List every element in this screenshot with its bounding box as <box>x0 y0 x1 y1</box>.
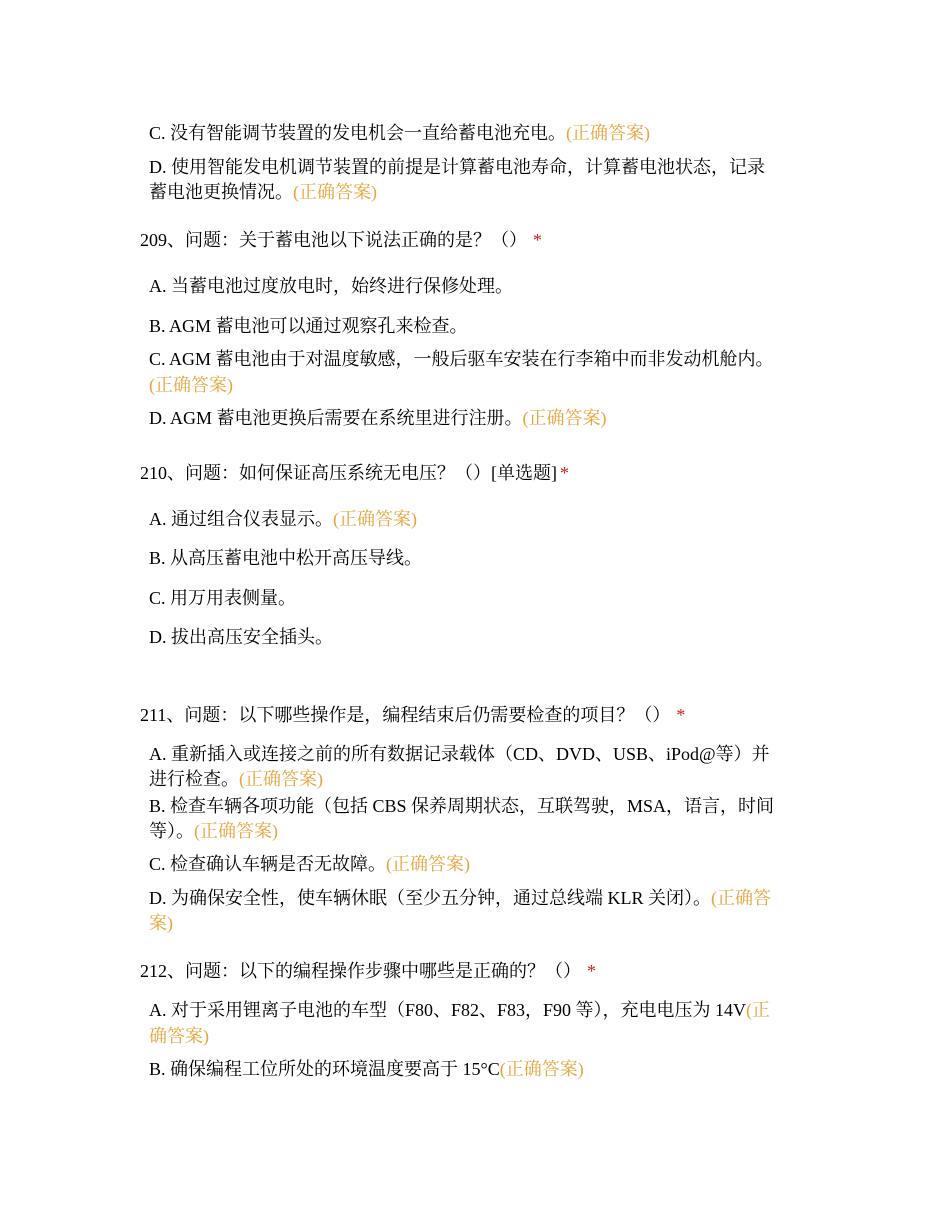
correct-answer-tag: (正确答案) <box>522 408 607 428</box>
q211-option-d: D. 为确保安全性，使车辆休眠（至少五分钟，通过总线端 KLR 关闭）。(正确答 <box>149 888 771 908</box>
correct-answer-tag-part: (正 <box>746 1000 771 1020</box>
correct-answer-tag: (正确答案) <box>239 769 323 789</box>
option-d-prev-cont <box>149 180 377 204</box>
option-text: 蓄电池更换情况。 <box>149 182 293 202</box>
q209-option-b: B. AGM 蓄电池可以通过观察孔来检查。 <box>149 316 468 336</box>
question-212-title: 212、问题：以下的编程操作步骤中哪些是正确的？（） * <box>140 961 596 981</box>
correct-answer-tag: (正确答案) <box>333 509 417 529</box>
q211-option-d-cont <box>149 911 173 935</box>
option-text: C. 没有智能调节装置的发电机会一直给蓄电池充电。 <box>149 123 567 143</box>
q210-option-b: B. 从高压蓄电池中松开高压导线。 <box>149 548 423 568</box>
correct-answer-tag: (正确答案) <box>194 821 278 841</box>
q212-option-a: A. 对于采用锂离子电池的车型（F80、F82、F83，F90 等），充电电压为 14V(正 <box>149 1000 771 1020</box>
required-mark: * <box>676 705 686 725</box>
q209-option-d: D. AGM 蓄电池更换后需要在系统里进行注册。(正确答案) <box>149 408 607 428</box>
q212-option-b: B. 确保编程工位所处的环境温度要高于 15°C(正确答案) <box>149 1059 584 1079</box>
correct-answer-tag-part: 案) <box>149 913 173 933</box>
correct-answer-tag-part: (正确答 <box>711 888 771 908</box>
q212-option-a-cont <box>149 1024 209 1048</box>
correct-answer-tag: (正确答案) <box>149 375 233 395</box>
q210-option-d: D. 拔出高压安全插头。 <box>149 627 333 647</box>
question-209-title: 209、问题：关于蓄电池以下说法正确的是？（） * <box>140 230 542 250</box>
q209-option-c: C. AGM 蓄电池由于对温度敏感，一般后驱车安装在行李箱中而非发动机舱内。 <box>149 349 774 369</box>
q211-option-b: B. 检查车辆各项功能（包括 CBS 保养周期状态，互联驾驶，MSA，语言，时间 <box>149 796 775 816</box>
q209-option-a: A. 当蓄电池过度放电时，始终进行保修处理。 <box>149 276 513 296</box>
q211-option-c: C. 检查确认车辆是否无故障。(正确答案) <box>149 854 471 874</box>
option-c-prev <box>149 121 650 145</box>
q210-option-a: A. 通过组合仪表显示。(正确答案) <box>149 509 417 529</box>
option-d-prev <box>149 155 765 179</box>
correct-answer-tag: (正确答案) <box>293 182 377 202</box>
question-210-title: 210、问题：如何保证高压系统无电压？（）[单选题] * <box>140 463 569 483</box>
question-211-title: 211、问题：以下哪些操作是，编程结束后仍需要检查的项目？（） * <box>140 705 686 725</box>
q211-option-a: A. 重新插入或连接之前的所有数据记录载体（CD、DVD、USB、iPod@等）并 <box>149 744 770 764</box>
q210-option-c: C. 用万用表侧量。 <box>149 588 297 608</box>
required-mark: * <box>587 961 596 981</box>
option-text: D. 使用智能发电机调节装置的前提是计算蓄电池寿命，计算蓄电池状态，记录 <box>149 157 765 177</box>
correct-answer-tag: (正确答案) <box>386 854 471 874</box>
correct-answer-tag: (正确答案) <box>499 1059 584 1079</box>
correct-answer-tag-part: 确答案) <box>149 1026 209 1046</box>
required-mark: * <box>533 230 542 250</box>
required-mark: * <box>560 463 569 483</box>
correct-answer-tag: (正确答案) <box>566 123 651 143</box>
q211-option-a-cont: 进行检查。(正确答案) <box>149 769 323 789</box>
q211-option-b-cont: 等）。(正确答案) <box>149 821 278 841</box>
q209-option-c-cont <box>149 373 233 397</box>
